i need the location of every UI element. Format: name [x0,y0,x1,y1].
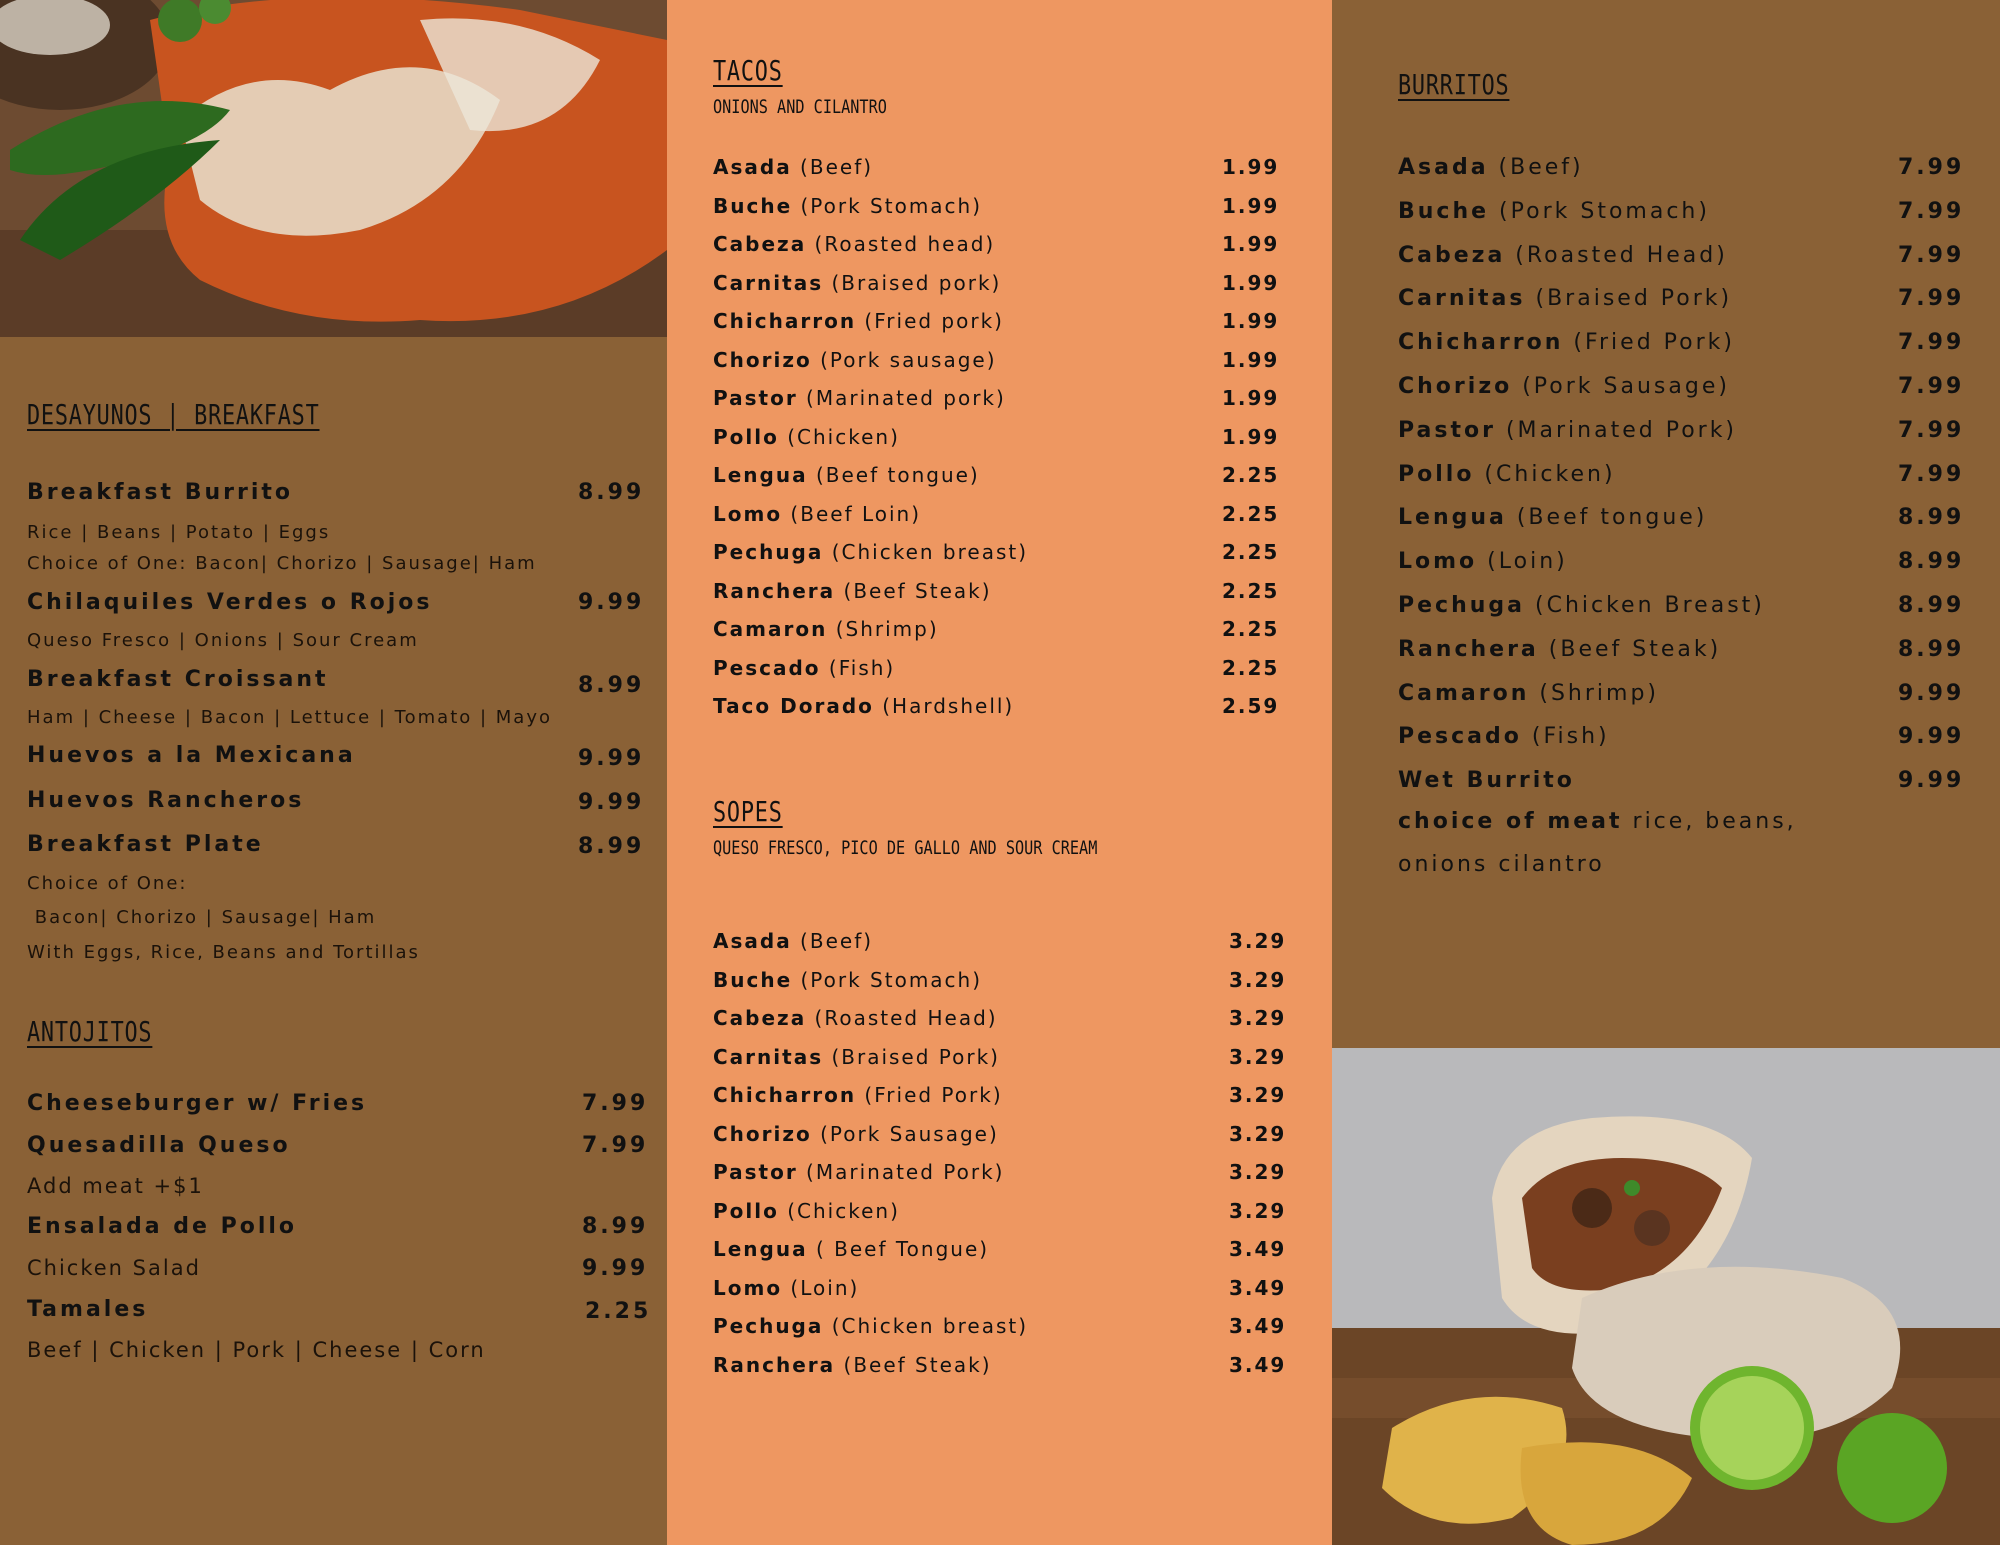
menu-item-name: Pastor [1398,417,1496,443]
menu-item [713,1276,859,1300]
menu-item [1398,505,1707,530]
item-note: Queso Fresco | Onions | Sour Cream [27,630,419,651]
menu-item-name: Carnitas [713,1044,824,1069]
item-note: Choice of One: [27,873,188,894]
menu-item-price: 7.99 [582,1133,649,1158]
menu-item-name: Pastor [713,386,798,410]
menu-item-name: Pollo [1398,461,1475,487]
menu-item-desc: (Chicken Breast) [1525,593,1765,618]
menu-item-price: 2.25 [1222,578,1280,603]
menu-item-name: Asada [1398,155,1489,180]
menu-item [713,968,982,992]
menu-item-name: Ranchera [713,1352,836,1377]
menu-item-desc: (Pork Sausage) [811,1121,999,1146]
menu-item-name: Breakfast Plate [27,832,264,857]
menu-item-price: 3.49 [1229,1314,1287,1338]
menu-item-price: 7.99 [1898,198,1965,224]
menu-item [713,425,900,449]
menu-item-name: Huevos Rancheros [27,788,305,813]
menu-item [1398,243,1728,268]
menu-item-name: Asada [713,155,792,179]
item-note: Rice | Beans | Potato | Eggs [27,522,331,543]
menu-item-name: Lengua [713,463,808,487]
menu-item-price: 9.99 [1898,680,1965,706]
item-note: Bacon| Chorizo | Sausage| Ham [27,907,377,928]
menu-item [713,155,873,179]
menu-item-price: 9.99 [578,590,645,615]
menu-item [1398,155,1584,180]
menu-item-desc: (Marinated pork) [797,386,1006,410]
menu-item-desc: (Beef Steak) [835,1352,992,1377]
menu-item-desc: (Braised Pork) [1525,286,1733,312]
menu-item [1398,681,1659,706]
left-panel [0,0,667,1545]
menu-item [1398,462,1616,487]
menu-item-name: Taco Dorado [713,694,874,718]
menu-item-desc: (Fish) [1521,724,1610,750]
menu-item [713,1045,1000,1069]
menu-item-price: 1.99 [1222,270,1280,295]
menu-item [713,309,1004,333]
menu-item-desc: (Beef Steak) [1538,636,1722,662]
menu-item-name: Cabeza [713,1006,807,1030]
menu-item-name: Cabeza [713,232,807,256]
menu-item [713,463,980,487]
menu-item-price: 1.99 [1222,347,1280,372]
item-note: Beef | Chicken | Pork | Cheese | Corn [27,1338,486,1362]
menu-item-price: 2.59 [1222,694,1280,718]
breakfast-heading: DESAYUNOS | BREAKFAST [27,398,320,431]
menu-item-name: Carnitas [1398,286,1526,312]
menu-item-price: 7.99 [1898,374,1965,399]
menu-item-name: Ranchera [713,578,836,603]
menu-item-name: Quesadilla Queso [27,1133,291,1158]
menu-item-name: Asada [713,929,792,953]
menu-item [713,194,982,218]
menu-item-desc: (Beef Loin) [782,501,922,526]
menu-item-price: 2.25 [1222,540,1280,564]
menu-item-desc: (Chicken) [1474,461,1616,487]
menu-item-desc: (Fish) [820,655,896,680]
menu-item [713,1006,998,1030]
menu-item-desc: (Beef Steak) [835,578,992,603]
menu-item-name: Wet Burrito [1398,768,1575,794]
menu-item [713,656,895,680]
menu-item-price: 8.99 [578,834,645,859]
menu-item-desc: (Loin) [782,1275,860,1300]
menu-item-desc: (Fried pork) [856,309,1004,333]
menu-item [713,1353,992,1377]
item-note: Choice of One: Bacon| Chorizo | Sausage| Ham [27,553,537,574]
menu-item-name: Cheeseburger w/ Fries [27,1091,368,1116]
menu-item-name: Pollo [713,424,779,449]
menu-item [713,502,921,526]
menu-item-price: 8.99 [578,480,645,505]
menu-item [713,1237,989,1261]
item-note: With Eggs, Rice, Beans and Tortillas [27,942,420,963]
menu-item-price: 3.29 [1229,1160,1287,1184]
menu-item-name: Lomo [1398,549,1478,575]
menu-item-name: Ranchera [1398,636,1539,662]
menu-item-price: 1.99 [1222,424,1280,449]
menu-item-price: 3.29 [1229,967,1287,992]
menu-item-desc: (Loin) [1477,549,1568,575]
menu-item-price: 3.29 [1229,1044,1287,1069]
menu-item-desc: (Beef tongue) [807,463,980,487]
tacos-subheading: ONIONS AND CILANTRO [713,96,887,118]
menu-item-desc: (Roasted Head) [806,1006,998,1030]
menu-item-desc: (Marinated Pork) [1495,417,1738,443]
menu-item-desc: (Shrimp) [827,617,939,641]
menu-item-name: Pechuga [1398,593,1526,618]
menu-item [1398,330,1735,355]
menu-item [1398,768,1575,793]
item-note: Ham | Cheese | Bacon | Lettuce | Tomato | Mayo [27,707,553,728]
menu-item-price: 1.99 [1222,309,1280,333]
menu-item-name: Tamales [27,1297,149,1322]
menu-item-desc: (Fried Pork) [1563,330,1735,356]
menu-item-name: Pollo [713,1198,779,1223]
tacos-heading: TACOS [713,54,783,87]
menu-item [713,617,939,641]
menu-item-desc: (Chicken) [778,424,900,449]
menu-item-price: 9.99 [1898,724,1965,750]
menu-item [713,1199,900,1223]
menu-item-name: Pechuga [713,1314,824,1338]
menu-item-name: Buche [713,193,793,218]
menu-item-price: 9.99 [1898,768,1965,794]
menu-item-desc: (Chicken breast) [823,1314,1029,1338]
menu-item-name: Breakfast Croissant [27,667,329,692]
menu-item-price: 2.25 [1222,655,1280,680]
menu-item-name: Pechuga [713,540,824,564]
menu-item-desc: (Pork Stomach) [1489,198,1710,224]
burrito-extra-line-2: onions cilantro [1398,852,1605,877]
burrito-extra-line: choice of meat rice, beans, [1398,809,1797,834]
menu-item [1398,637,1721,662]
menu-item-name: Chicharron [1398,330,1564,356]
menu-item-name: Camaron [713,617,828,641]
menu-item [1398,593,1765,618]
menu-item-price: 2.25 [1222,501,1280,526]
menu-item-price: 3.49 [1229,1275,1287,1300]
item-note: Add meat +$1 [27,1174,204,1198]
menu-item-desc: (Pork Sausage) [1512,374,1730,399]
menu-item-price: 8.99 [1898,549,1965,575]
menu-item-name: Pastor [713,1160,798,1184]
menu-item [1398,549,1568,574]
menu-item-desc: (Pork Stomach) [792,193,983,218]
menu-item-name: Chicharron [713,1083,857,1107]
middle-panel [667,0,1332,1545]
menu-item-price: 2.25 [585,1299,652,1324]
menu-item [1398,199,1710,224]
menu-item-desc: (Chicken) [778,1198,900,1223]
menu-item-price: 3.29 [1229,1198,1287,1223]
menu-item [713,1160,1004,1184]
menu-item [713,1314,1028,1338]
menu-item-name: Chorizo [713,1121,812,1146]
menu-item-desc: (Hardshell) [873,694,1015,718]
menu-item-price: 8.99 [1898,636,1965,662]
menu-item-name: Pescado [1398,724,1522,750]
menu-item [713,348,997,372]
menu-item [713,386,1006,410]
menu-item-price: 9.99 [582,1256,649,1281]
menu-item [713,929,873,953]
menu-item [713,271,1001,295]
menu-item-name: Buche [713,967,793,992]
menu-item-name: Buche [1398,198,1490,224]
burrito-photo [1332,1048,2000,1545]
menu-item-price: 1.99 [1222,193,1280,218]
menu-item-desc: (Shrimp) [1529,680,1660,706]
menu-item-price: 2.25 [1222,617,1280,641]
menu-item-name: Lengua [1398,505,1507,531]
menu-item-name: Cabeza [1398,242,1506,268]
menu-item-desc: (Marinated Pork) [797,1160,1005,1184]
menu-item-name: Chicharron [713,309,857,333]
burrito-illustration [1332,1048,2000,1545]
menu-item [713,694,1014,718]
menu-item-price: 9.99 [578,790,645,815]
menu-item-price: 3.49 [1229,1237,1287,1261]
chilaquiles-illustration [0,0,667,337]
menu-item-name: Lengua [713,1237,808,1261]
menu-item-name: Chilaquiles Verdes o Rojos [27,590,433,615]
menu-item-desc: (Pork Stomach) [792,967,983,992]
item-note: Chicken Salad [27,1256,201,1280]
menu-item [713,540,1028,564]
menu-item-name: Camaron [1398,680,1530,706]
right-panel [1332,0,2000,1545]
menu-item-desc: (Roasted head) [806,232,996,256]
menu-item-desc: (Braised Pork) [823,1044,1000,1069]
menu-item-price: 8.99 [1898,593,1965,618]
menu-item-desc: (Beef) [791,929,874,953]
antojitos-heading: ANTOJITOS [27,1015,153,1048]
sopes-heading: SOPES [713,795,783,828]
menu-item-name: Chorizo [1398,374,1513,399]
menu-item-name: Pescado [713,655,821,680]
menu-item-name: Carnitas [713,270,824,295]
menu-item-price: 8.99 [578,673,645,698]
menu-item-name: Lomo [713,501,783,526]
menu-item-desc: (Braised pork) [823,270,1002,295]
menu-item-name: Chorizo [713,347,812,372]
menu-item-desc: (Beef) [1488,155,1584,180]
menu-item [713,579,992,603]
menu-item-name: Lomo [713,1275,783,1300]
menu-item [713,1122,999,1146]
menu-item-name: Huevos a la Mexicana [27,743,356,768]
menu-item-desc: ( Beef Tongue) [807,1237,990,1261]
menu-item-price: 2.25 [1222,463,1280,487]
menu-item-price: 3.29 [1229,1121,1287,1146]
menu-item-price: 7.99 [1898,330,1965,356]
menu-item-desc: (Fried Pork) [856,1083,1003,1107]
menu-item [1398,418,1737,443]
menu-item-name: Breakfast Burrito [27,480,294,505]
menu-item-price: 1.99 [1222,232,1280,256]
menu-item [713,1083,1003,1107]
menu-item-price: 3.29 [1229,929,1287,953]
menu-item-price: 8.99 [1898,505,1965,531]
menu-item-price: 8.99 [582,1214,649,1239]
menu-item-price: 7.99 [1898,417,1965,443]
menu-item-price: 7.99 [1898,286,1965,312]
menu-item [1398,374,1730,399]
menu-item-price: 7.99 [582,1091,649,1116]
menu-item-desc: (Beef) [791,155,874,179]
menu-item-price: 7.99 [1898,242,1965,268]
burritos-heading: BURRITOS [1398,68,1510,101]
menu-item-desc: (Chicken breast) [823,540,1029,564]
menu-item-price: 3.29 [1229,1083,1287,1107]
menu-item-price: 1.99 [1222,155,1280,179]
menu-item-price: 1.99 [1222,386,1280,410]
menu-item-price: 3.29 [1229,1006,1287,1030]
menu-item-desc: (Beef tongue) [1506,505,1708,531]
menu-item-price: 9.99 [578,746,645,771]
menu-item [1398,724,1610,749]
menu-item [1398,286,1732,311]
chilaquiles-photo [0,0,667,337]
menu-item-desc: (Roasted Head) [1505,242,1728,268]
menu-item-desc: (Pork sausage) [811,347,997,372]
menu-item-price: 3.49 [1229,1352,1287,1377]
menu-item-price: 7.99 [1898,155,1965,180]
menu-item [713,232,995,256]
menu-item-price: 7.99 [1898,461,1965,487]
sopes-subheading: QUESO FRESCO, PICO DE GALLO AND SOUR CREAM [713,837,1098,859]
menu-item-name: Ensalada de Pollo [27,1214,298,1239]
